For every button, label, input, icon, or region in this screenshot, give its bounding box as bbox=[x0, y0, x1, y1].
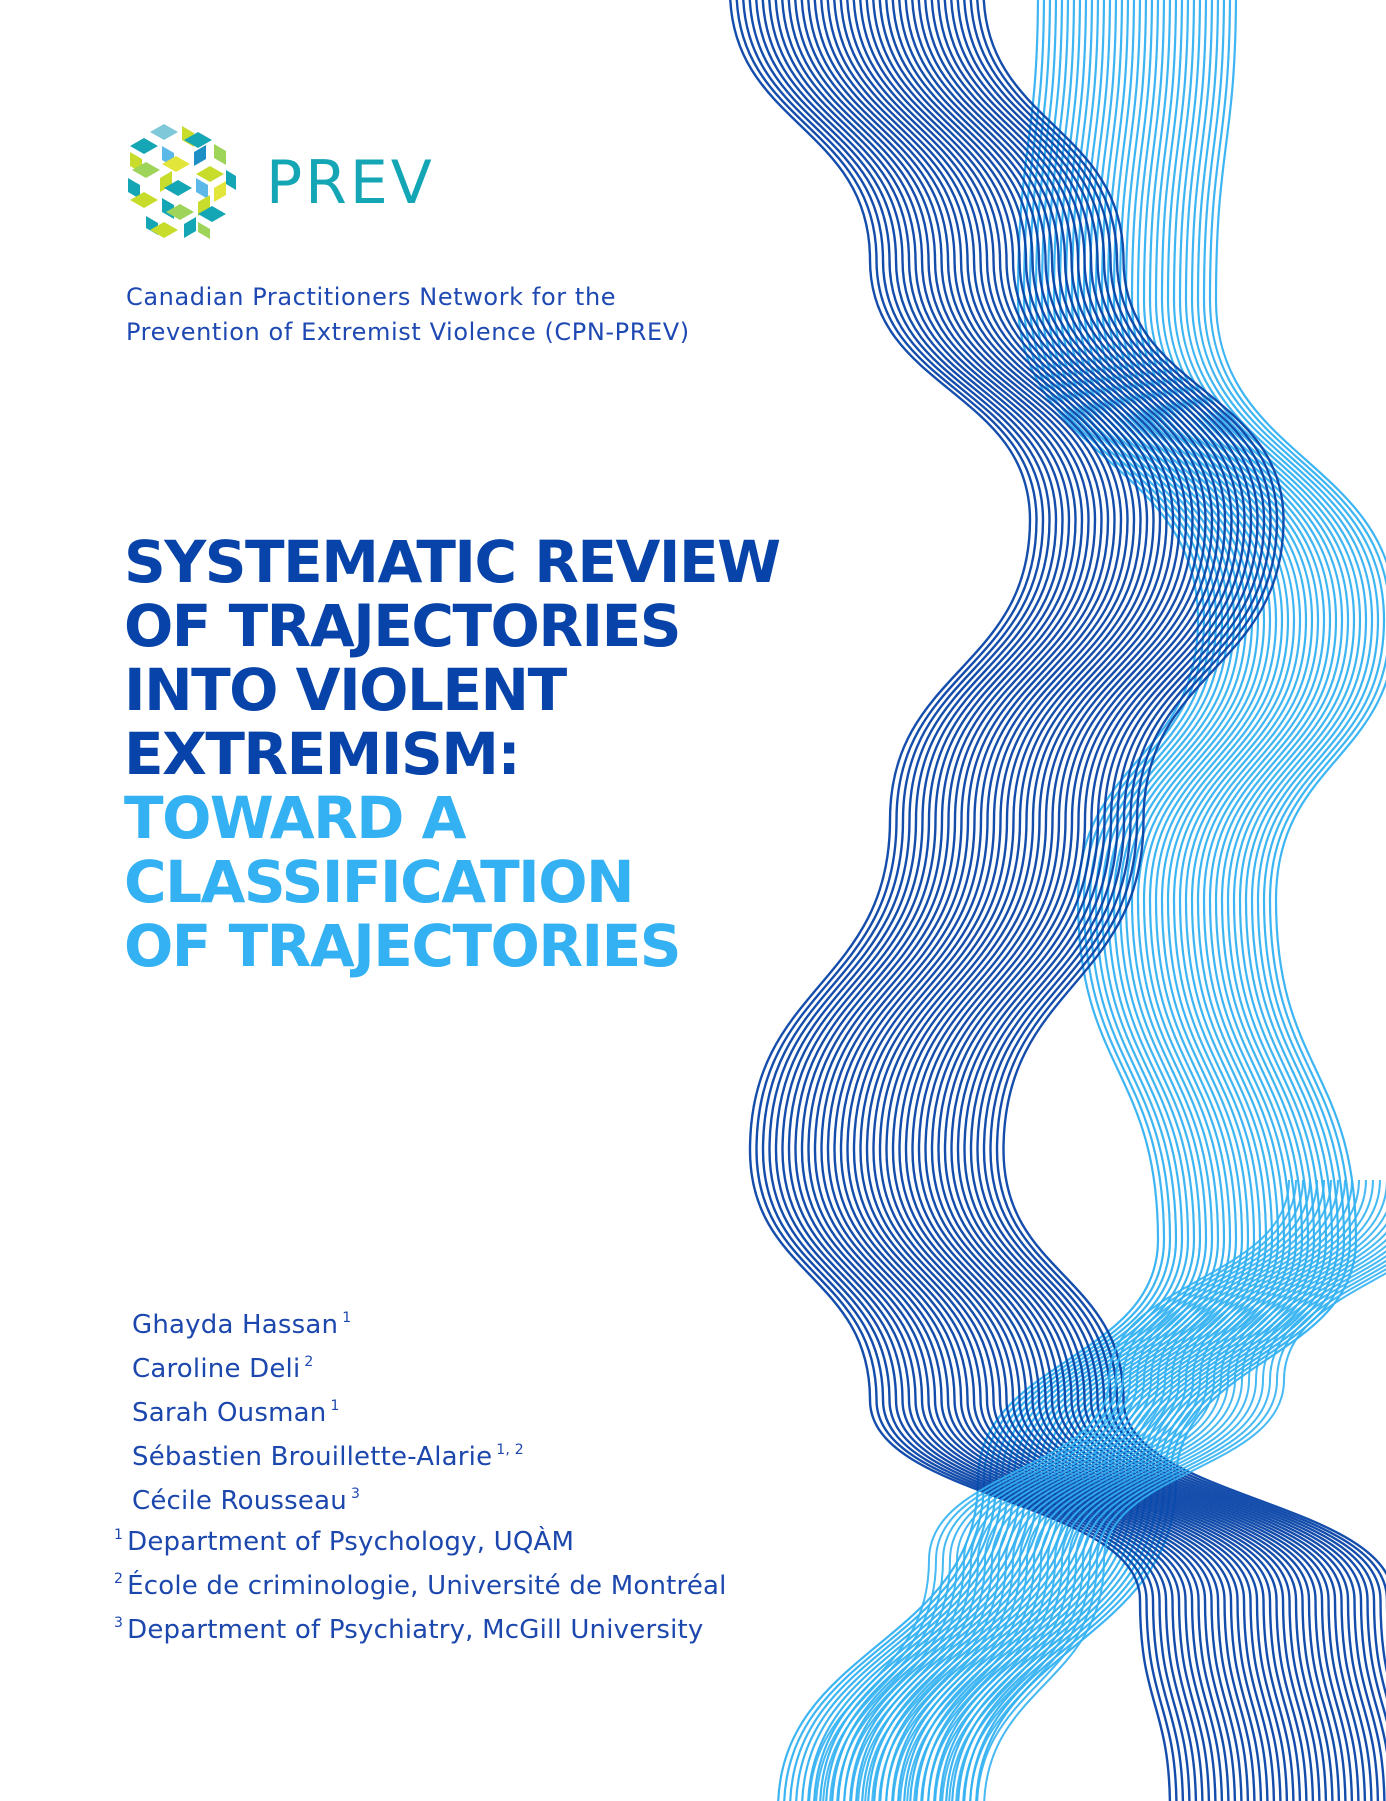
network-subtitle bbox=[126, 280, 690, 350]
author-entry bbox=[132, 1432, 524, 1476]
affiliation-entry bbox=[114, 1517, 727, 1561]
author-entry bbox=[132, 1300, 524, 1344]
prev-hexagon-cluster-icon bbox=[124, 122, 238, 240]
subtitle-line: Canadian Practitioners Network for the bbox=[126, 283, 617, 311]
author-list bbox=[132, 1300, 524, 1520]
subtitle-title-line: CLASSIFICATION bbox=[124, 848, 634, 916]
affiliation-text: Department of Psychiatry, McGill University bbox=[127, 1615, 704, 1645]
author-entry bbox=[132, 1476, 524, 1520]
author-name: Sébastien Brouillette-Alarie bbox=[132, 1442, 493, 1472]
author-name: Cécile Rousseau bbox=[132, 1486, 347, 1516]
author-ref: 1 bbox=[342, 1310, 352, 1326]
author-ref: 1 bbox=[330, 1398, 340, 1414]
author-ref: 1, 2 bbox=[496, 1442, 524, 1458]
prev-logo bbox=[124, 122, 435, 240]
author-name: Caroline Deli bbox=[132, 1354, 301, 1384]
subtitle-title-line: TOWARD A bbox=[124, 784, 466, 852]
affiliation-entry bbox=[114, 1561, 727, 1605]
title-line: SYSTEMATIC REVIEW bbox=[124, 528, 780, 596]
affiliation-ref: 1 bbox=[114, 1527, 124, 1543]
subtitle-title-line: OF TRAJECTORIES bbox=[124, 912, 680, 980]
title-line: EXTREMISM: bbox=[124, 720, 520, 788]
document-title bbox=[124, 530, 780, 978]
prev-wordmark: PREV bbox=[266, 148, 435, 218]
author-name: Sarah Ousman bbox=[132, 1398, 327, 1428]
author-ref: 3 bbox=[350, 1486, 361, 1502]
affiliation-list bbox=[114, 1517, 727, 1649]
author-name: Ghayda Hassan bbox=[132, 1310, 339, 1340]
author-entry bbox=[132, 1388, 524, 1432]
affiliation-text: Department of Psychology, UQÀM bbox=[127, 1527, 575, 1557]
affiliation-ref: 3 bbox=[114, 1615, 124, 1631]
affiliation-entry bbox=[114, 1605, 727, 1649]
title-line: INTO VIOLENT bbox=[124, 656, 566, 724]
affiliation-ref: 2 bbox=[114, 1571, 124, 1587]
author-entry bbox=[132, 1344, 524, 1388]
title-line: OF TRAJECTORIES bbox=[124, 592, 680, 660]
affiliation-text: École de criminologie, Université de Montréal bbox=[127, 1571, 727, 1601]
subtitle-line: Prevention of Extremist Violence (CPN-PREV) bbox=[126, 318, 690, 346]
author-ref: 2 bbox=[304, 1354, 314, 1370]
